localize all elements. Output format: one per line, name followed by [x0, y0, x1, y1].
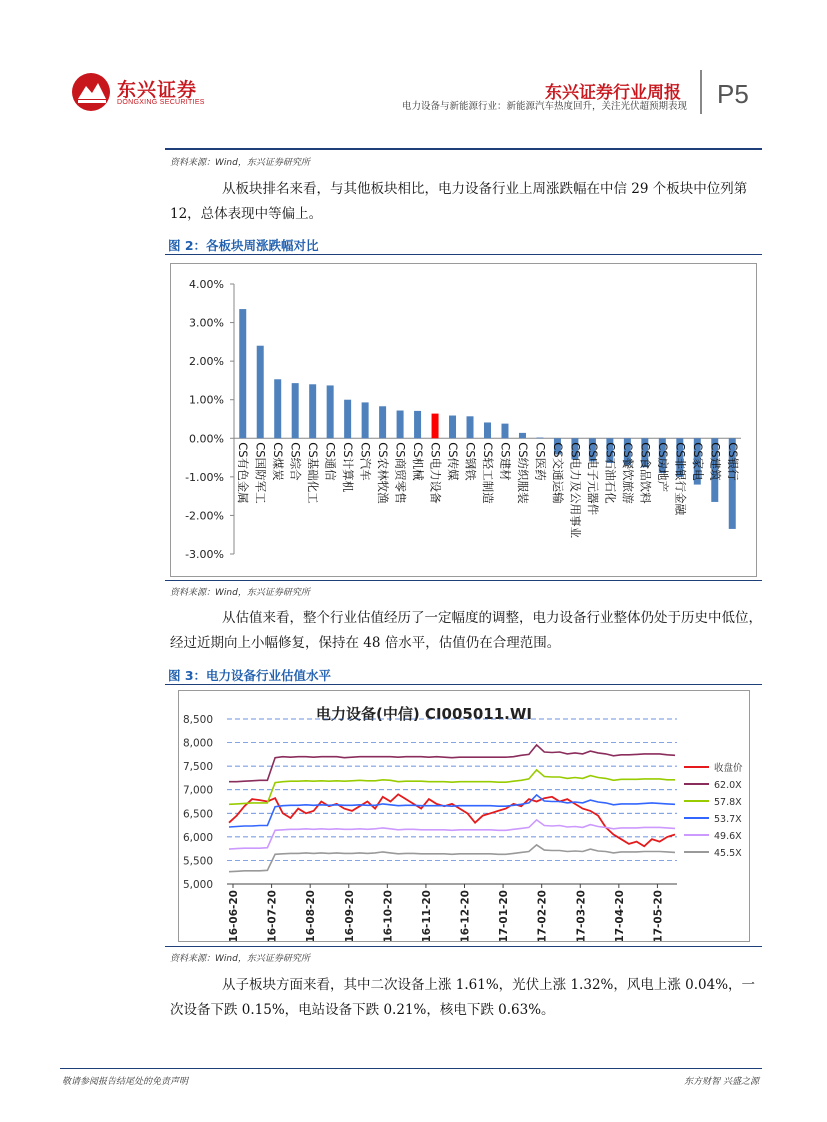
bar: [239, 309, 246, 438]
line-x-tick-label: 16-11-20: [420, 890, 433, 941]
bar-category-label: CS建筑: [708, 442, 723, 481]
bar: [467, 416, 474, 438]
line-x-tick-label: 16-10-20: [382, 890, 395, 941]
legend-label: 收盘价: [714, 763, 743, 774]
line-x-tick-label: 16-12-20: [459, 890, 472, 941]
line-x-tick-label: 16-07-20: [266, 890, 279, 941]
logo-cn: 东兴证券: [117, 79, 198, 101]
header-rule: [165, 148, 762, 150]
legend-label: 45.5X: [714, 848, 742, 859]
paragraph-1: 从板块排名来看，与其他板块相比，电力设备行业上周涨跌幅在中信 29 个板块中位列第 12，总体表现中等偏上。: [170, 181, 748, 222]
series-line: [229, 820, 675, 849]
bar-category-label: CS综合: [288, 442, 303, 481]
figure-3-rule: [165, 684, 762, 685]
legend-label: 57.8X: [714, 797, 742, 808]
bar: [484, 422, 491, 438]
line-y-tick-label: 5,500: [182, 855, 213, 868]
bar-chart: [171, 264, 756, 576]
bar-y-tick-label: 3.00%: [189, 316, 224, 330]
bar-y-tick-label: 2.00%: [189, 355, 224, 369]
bar-category-label: CS汽车: [358, 442, 373, 481]
footer-slogan: 东方财智 兴盛之源: [684, 1077, 759, 1087]
bar: [449, 416, 456, 439]
bar-category-label: CS有色金属: [236, 442, 251, 504]
series-line: [229, 770, 675, 804]
bar-chart-frame: [170, 263, 757, 577]
line-x-tick-label: 16-08-20: [305, 890, 318, 941]
line-y-tick-label: 8,500: [182, 714, 213, 726]
bar-category-label: CS家电: [690, 442, 705, 481]
line-x-tick-label: 17-02-20: [536, 890, 549, 941]
bar: [432, 414, 439, 439]
bar: [362, 402, 369, 438]
legend-label: 49.6X: [714, 831, 742, 842]
line-x-tick-label: 17-04-20: [613, 890, 626, 941]
bar-category-label: CS电力设备: [428, 442, 443, 504]
bar-category-label: CS轻工制造: [481, 442, 495, 504]
bar: [379, 406, 386, 438]
bar-category-label: CS食品饮料: [638, 442, 653, 504]
report-subtitle: 电力设备与新能源行业：新能源汽车热度回升，关注光伏超预期表现: [401, 101, 687, 112]
bar-category-label: CS建材: [498, 442, 513, 481]
line-y-tick-label: 6,000: [182, 831, 213, 844]
bar-y-tick-label: -1.00%: [185, 470, 224, 484]
bar: [292, 383, 299, 438]
footer-disclaimer: 敬请参阅报告结尾处的免责声明: [62, 1077, 189, 1087]
paragraph-2: 从估值来看，整个行业估值经历了一定幅度的调整，电力设备行业整体仍处于历史中低位，经过近期向上小幅修复，保持在 48 倍水平，估值仍在合理范围。: [170, 610, 762, 651]
bar-category-label: CS医药: [533, 442, 548, 481]
line-y-tick-label: 5,000: [182, 879, 213, 891]
bar-category-label: CS电力及公用事业: [568, 442, 583, 539]
figure-3-bottom-rule: [165, 946, 762, 947]
bar-y-tick-label: 0.00%: [189, 432, 224, 446]
source-note-2: 资料来源：Wind，东兴证券研究所: [170, 588, 310, 598]
line-x-tick-label: 17-05-20: [652, 890, 665, 941]
line-x-tick-label: 17-03-20: [575, 890, 588, 941]
bar-y-tick-label: 1.00%: [189, 393, 224, 407]
line-x-tick-label: 16-06-20: [228, 890, 240, 941]
bar-category-label: CS通信: [323, 442, 338, 481]
line-y-tick-label: 7,000: [182, 784, 213, 797]
bar-category-label: CS机械: [411, 442, 426, 481]
bar: [257, 346, 264, 439]
bar: [327, 385, 334, 438]
bar: [414, 411, 421, 438]
footer-rule: [60, 1068, 762, 1069]
bar-category-label: CS电子元器件: [585, 442, 600, 516]
figure-3-title: 图 3：电力设备行业估值水平: [168, 668, 332, 683]
paragraph-3: 从子板块方面来看，其中二次设备上涨 1.61%，光伏上涨 1.32%，风电上涨 0.04%，一次设备下跌 0.15%，电站设备下跌 0.21%，核电下跌 0.63%。: [170, 977, 756, 1018]
bar-category-label: CS计算机: [341, 442, 356, 493]
line-y-tick-label: 8,000: [182, 737, 213, 750]
bar-category-label: CS钢铁: [463, 442, 478, 481]
bar: [519, 433, 526, 438]
legend-label: 53.7X: [714, 814, 742, 825]
bar-category-label: CS餐饮旅游: [620, 442, 635, 504]
source-note-3: 资料来源：Wind，东兴证券研究所: [170, 954, 310, 964]
header-divider: [700, 70, 702, 114]
logo-en: DONGXING SECURITIES: [117, 99, 205, 106]
legend-label: 62.0X: [714, 780, 742, 791]
bar-y-tick-label: 4.00%: [189, 278, 224, 291]
bar: [274, 379, 281, 438]
bar-category-label: CS基础化工: [306, 442, 321, 504]
logo-mark-icon: [70, 72, 114, 112]
bar-category-label: CS纺织服装: [515, 442, 530, 504]
series-line: [229, 845, 675, 872]
bar-category-label: CS交通运输: [550, 442, 565, 504]
source-note-1: 资料来源：Wind，东兴证券研究所: [170, 158, 310, 168]
bar-y-tick-label: -3.00%: [185, 548, 224, 561]
bar-category-label: CS石油石化: [603, 442, 618, 504]
company-logo: [70, 72, 210, 112]
series-line: [229, 794, 675, 846]
bar-y-tick-label: -2.00%: [185, 509, 224, 523]
line-x-tick-label: 16-09-20: [343, 890, 356, 941]
bar-category-label: CS国防军工: [253, 442, 268, 504]
report-title: 东兴证券行业周报: [545, 83, 681, 103]
bar-category-label: CS银行: [725, 442, 740, 481]
figure-2-bottom-rule: [165, 580, 762, 581]
line-y-tick-label: 7,500: [182, 761, 213, 774]
bar: [397, 411, 404, 439]
line-chart-frame: [178, 690, 750, 942]
line-x-tick-label: 17-01-20: [498, 890, 511, 941]
bar-category-label: CS非银行金融: [673, 442, 688, 516]
bar: [344, 400, 351, 439]
bar: [309, 384, 316, 438]
page-number: P5: [717, 79, 749, 109]
line-chart-title: 电力设备(中信) CI005011.WI: [316, 705, 532, 723]
series-line: [229, 745, 675, 782]
bar: [536, 438, 543, 439]
bar-category-label: CS煤炭: [271, 442, 286, 481]
line-chart: [179, 691, 749, 941]
bar-category-label: CS传媒: [446, 442, 461, 481]
figure-2-rule: [165, 254, 762, 255]
figure-2-title: 图 2：各板块周涨跌幅对比: [168, 238, 319, 253]
bar-category-label: CS农林牧渔: [376, 442, 391, 504]
bar: [501, 424, 508, 439]
bar-category-label: CS商贸零售: [393, 442, 408, 504]
bar-category-label: CS房地产: [655, 442, 670, 493]
line-y-tick-label: 6,500: [182, 808, 213, 821]
